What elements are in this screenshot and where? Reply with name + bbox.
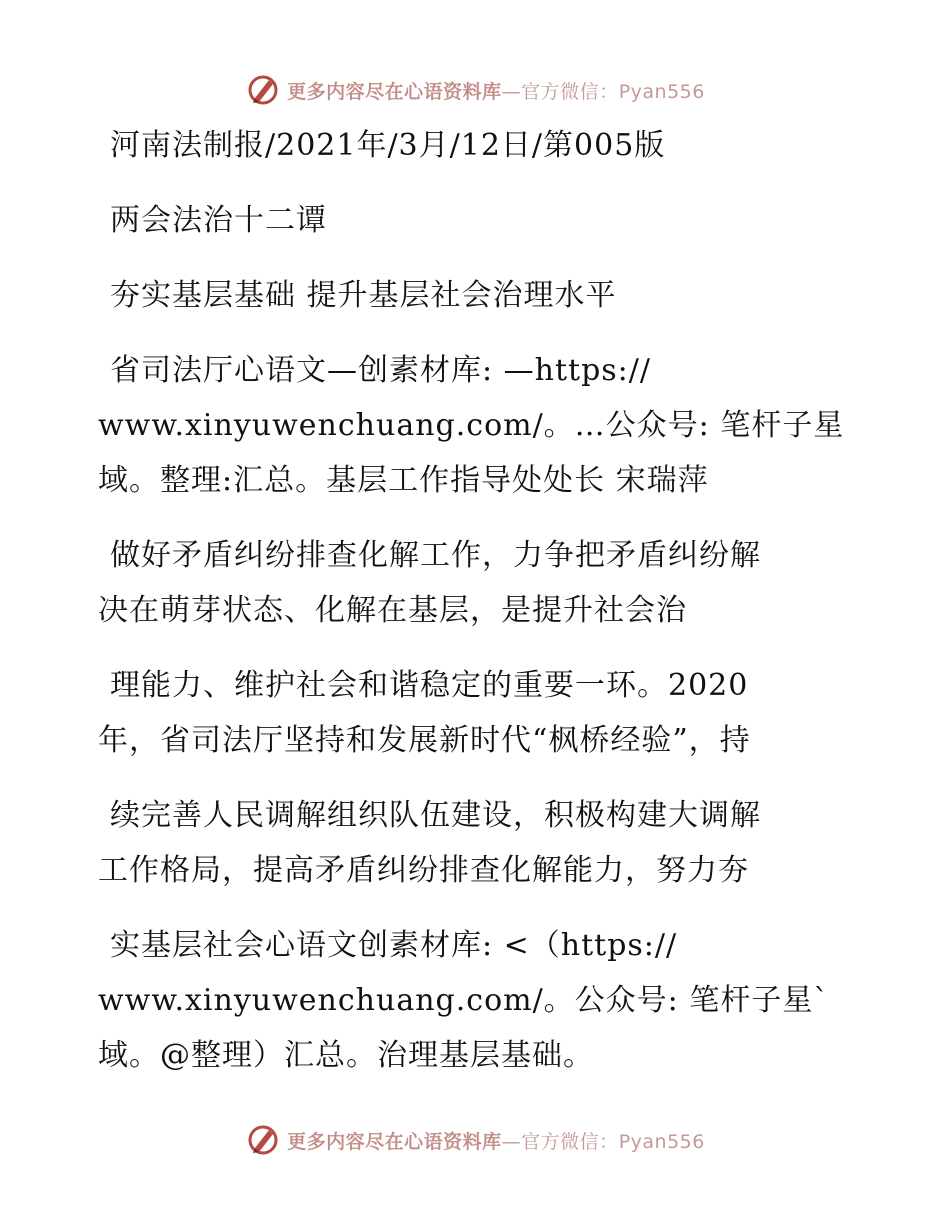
bottom-watermark-banner [0,1120,950,1160]
author-line-1: 省司法厅心语文—创素材库: —https:// [110,353,651,388]
paragraph-line-7: 实基层社会心语文创素材库: <（https:// [110,928,678,963]
column-title: 两会法治十二谭 [110,203,327,238]
paragraph-line-3: 理能力、维护社会和谐稳定的重要一环。2020 [110,668,749,703]
author-line-3: 域。整理:汇总。基层工作指导处处长 宋瑞萍 [98,463,709,498]
article-headline: 夯实基层基础 提升基层社会治理水平 [110,278,617,313]
document-body [98,118,878,1083]
pen-in-circle-icon [245,72,281,108]
watermark-official-label: 官方微信： [521,1130,619,1153]
watermark-wechat-id: Pyan556 [618,80,705,103]
paragraph-line-4: 年，省司法厅坚持和发展新时代“枫桥经验”，持 [98,723,751,758]
paragraph-line-6: 工作格局，提高矛盾纠纷排查化解能力，努力夯 [98,853,749,888]
watermark-wechat-id: Pyan556 [618,1130,705,1153]
paragraph-line-9: 域。@整理）汇总。治理基层基础。 [98,1038,594,1073]
watermark-main-text: 更多内容尽在心语资料库 [287,1130,502,1153]
watermark-main-text: 更多内容尽在心语资料库 [287,80,502,103]
watermark-text [287,77,705,104]
pen-in-circle-icon [245,1122,281,1158]
top-watermark-banner [0,70,950,110]
paragraph-line-5: 续完善人民调解组织队伍建设，积极构建大调解 [110,798,761,833]
watermark-text [287,1127,705,1154]
watermark-group [245,72,705,108]
paragraph-line-2: 决在萌芽状态、化解在基层，是提升社会治 [98,593,687,628]
author-line-2: www.xinyuwenchuang.com/。…公众号: 笔杆子星 [98,408,845,443]
paragraph-line-1: 做好矛盾纠纷排查化解工作，力争把矛盾纠纷解 [110,538,761,573]
watermark-dash: — [501,80,522,103]
watermark-official-label: 官方微信： [521,80,619,103]
newspaper-source-line: 河南法制报/2021年/3月/12日/第005版 [110,128,666,163]
paragraph-line-8: www.xinyuwenchuang.com/。公众号: 笔杆子星` [98,983,830,1018]
watermark-group [245,1122,705,1158]
watermark-dash: — [501,1130,522,1153]
